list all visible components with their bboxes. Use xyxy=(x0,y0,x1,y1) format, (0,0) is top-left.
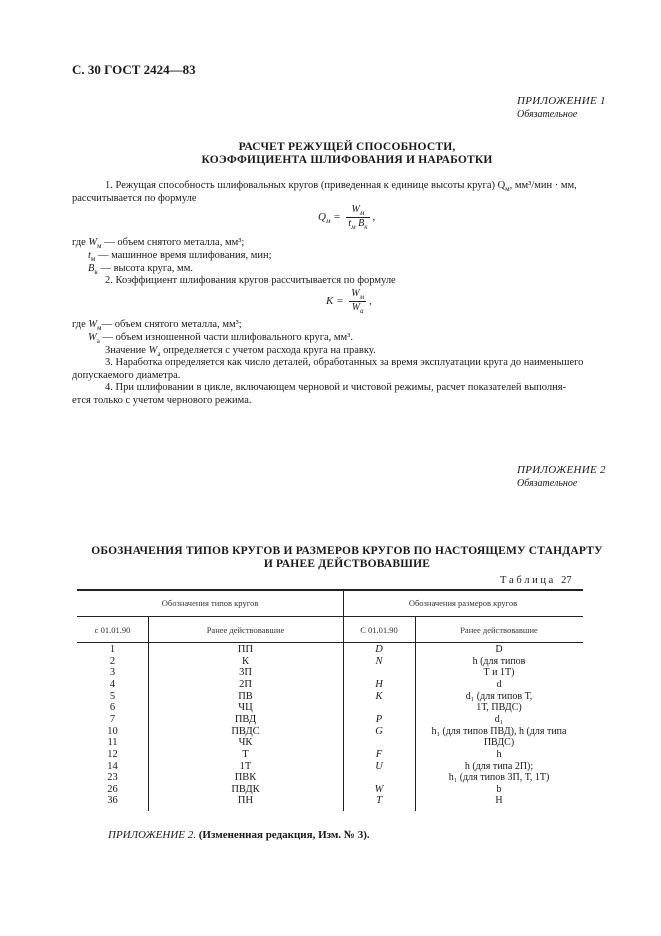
table-row xyxy=(77,702,583,714)
section-1-title xyxy=(72,141,622,167)
appendix-1-label xyxy=(517,95,606,120)
table-row xyxy=(77,761,583,773)
appendix-2-title: ПРИЛОЖЕНИЕ 2 xyxy=(517,464,606,476)
table-cell: F xyxy=(375,748,383,760)
table-cell: h₁ (для типов ПВД), h (для типа xyxy=(431,725,567,737)
table-col-header: Ранее действовавшие xyxy=(206,625,285,635)
where-symbol: t xyxy=(88,250,91,261)
where-text: — высота круга, мм. xyxy=(97,263,193,274)
where-lead: где xyxy=(72,237,89,248)
table-cell: ПВДС xyxy=(231,725,260,737)
appendix-2-label xyxy=(517,464,606,489)
table-cell: ПВДК xyxy=(231,783,260,795)
table-cell: d₁ xyxy=(494,713,504,725)
formula-1-den-2-sub: к xyxy=(364,223,368,231)
table-cell: D xyxy=(495,644,503,655)
table-col-header: с 01.01.90 xyxy=(94,625,131,635)
table-cell: H xyxy=(495,795,503,807)
formula-1-tail: , xyxy=(372,211,376,224)
where-text: — объем изношенной части шлифовального круга, мм³. xyxy=(99,332,353,343)
table-cell xyxy=(343,772,415,784)
table-header-rule xyxy=(77,642,583,643)
table-row xyxy=(77,726,583,738)
formula-1-den-1-sub: м xyxy=(351,223,356,231)
p2b-sub: а xyxy=(157,350,161,359)
section-2-title-line: И РАНЕЕ ДЕЙСТВОВАВШИЕ xyxy=(263,558,431,570)
table-cell: ПН xyxy=(237,795,254,807)
formula-1-den-2: B xyxy=(355,218,365,229)
table-cell: ЧК xyxy=(238,737,253,749)
where-sub: к xyxy=(94,268,98,277)
p2b-text: определяется с учетом расхода круга на правку. xyxy=(160,345,376,356)
table-row xyxy=(77,714,583,726)
table-cell: 14 xyxy=(107,760,118,772)
footer-italic: ПРИЛОЖЕНИЕ 2. xyxy=(108,829,196,841)
table-cell: 12 xyxy=(107,748,118,760)
table-row xyxy=(77,795,583,807)
where-sub: м xyxy=(97,242,102,251)
formula-2-num-sub: м xyxy=(359,293,365,301)
paragraph-1-sub: м xyxy=(505,185,510,194)
where-symbol: W xyxy=(88,237,98,248)
table-row xyxy=(77,644,583,656)
table-cell: 1 xyxy=(109,644,116,655)
table-row xyxy=(77,784,583,796)
table-cell: d₁ (для типов Т, xyxy=(465,690,533,702)
table-row xyxy=(77,749,583,761)
paragraph-4-line1: 4. При шлифовании в цикле, включающем черновой и чистовой режимы, расчет показателей выполня- xyxy=(105,382,567,393)
where-symbol: W xyxy=(88,319,98,330)
section-2-title xyxy=(72,545,622,571)
table-cell: 10 xyxy=(107,725,118,737)
page-header: С. 30 ГОСТ 2424—83 xyxy=(72,62,196,77)
table-cell xyxy=(343,702,415,714)
p2b-symbol: W xyxy=(148,345,158,356)
table-cell: U xyxy=(375,760,383,772)
formula-2-tail: , xyxy=(369,295,372,308)
table-row xyxy=(77,691,583,703)
table-cell: 1Т, ПВДС) xyxy=(476,702,522,714)
paragraph-1-line2: рассчитывается по формуле xyxy=(72,193,197,204)
formula-2-den-sub: а xyxy=(360,307,364,315)
table-cell: h₁ (для типов 3П, Т, 1Т) xyxy=(448,772,550,784)
where-sub: а xyxy=(96,337,100,346)
table-cell xyxy=(343,667,415,679)
table-cell: ПП xyxy=(237,644,254,655)
table-cell: ПВК xyxy=(234,772,257,784)
table-row xyxy=(77,772,583,784)
table-row xyxy=(77,667,583,679)
formula-2-den: W xyxy=(351,302,361,313)
table-cell: 5 xyxy=(109,690,116,702)
formula-2: K = $\frac{W_м}{W_а}$ , xyxy=(326,288,372,315)
section-1-title-line: КОЭФФИЦИЕНТА ШЛИФОВАНИЯ И НАРАБОТКИ xyxy=(201,154,493,166)
formula-2-fraction xyxy=(349,288,366,315)
paragraph-3-line1: 3. Наработка определяется как число деталей, обработанных за время эксплуатации круга до наименьшего xyxy=(105,357,584,368)
table-cell xyxy=(343,737,415,749)
paragraph-2: 2. Коэффициент шлифования кругов рассчитывается по формуле xyxy=(105,275,396,286)
where-sub: м xyxy=(90,255,96,264)
table-cell: b xyxy=(496,783,502,795)
appendix-2-status: Обязательное xyxy=(517,478,578,489)
where-text: — машинное время шлифования, мин; xyxy=(95,250,272,261)
table-cell: 2 xyxy=(109,655,116,667)
table-cell: h xyxy=(496,748,502,760)
table-cell: h (для типов xyxy=(472,655,526,667)
table-cell: K xyxy=(375,690,383,702)
table-cell: Т и 1Т) xyxy=(483,667,515,679)
footer-bold: (Измененная редакция, Изм. № 3). xyxy=(195,829,370,841)
table-cell: ЧЦ xyxy=(238,702,253,714)
table-cell: W xyxy=(374,783,384,795)
table-cell: ПВ xyxy=(238,690,253,702)
formula-1-lhs: Q xyxy=(318,211,326,224)
paragraph-1-text: 1. Режущая способность шлифовальных кругов (приведенная к единице высоты круга) Q xyxy=(105,180,506,191)
table-cell: 26 xyxy=(107,783,118,795)
table-cell: 3П xyxy=(239,667,252,679)
table-cell: d xyxy=(496,678,502,690)
formula-2-lhs: K xyxy=(326,295,334,308)
table-cell: T xyxy=(376,795,382,807)
table-cell: G xyxy=(375,725,383,737)
paragraph-4-line2: ется только с учетом чернового режима. xyxy=(72,395,252,406)
table-col-header: Ранее действовавшие xyxy=(460,625,538,635)
table-cell: 1Т xyxy=(239,760,252,772)
table-cell: ПВД xyxy=(234,713,257,725)
p2b-pre: Значение xyxy=(105,345,149,356)
where-sub: м xyxy=(97,324,102,333)
where-lead: где xyxy=(72,319,89,330)
table-label: Т а б л и ц а 27 xyxy=(500,575,572,586)
table-cell: 7 xyxy=(109,713,116,725)
table-group-header-sizes: Обозначения размеров кругов xyxy=(408,598,518,608)
table-cell: 2П xyxy=(239,678,252,690)
section-1-title-line: РАСЧЕТ РЕЖУЩЕЙ СПОСОБНОСТИ, xyxy=(238,141,456,153)
formula-1-num-sub: м xyxy=(359,209,365,217)
formula-1-num: W xyxy=(351,204,360,215)
paragraph-1-tail: , мм³/мин · мм, xyxy=(509,180,577,191)
table-cell: P xyxy=(375,713,383,725)
table-cell: h (для типа 2П); xyxy=(464,760,534,772)
appendix-1-title: ПРИЛОЖЕНИЕ 1 xyxy=(517,95,606,107)
where-text: — объем снятого металла, мм³; xyxy=(101,237,245,248)
where-symbol: W xyxy=(88,332,97,343)
where-text: — объем снятого металла, мм³; xyxy=(101,319,242,330)
footer-note xyxy=(108,829,370,841)
table-mid-rule xyxy=(77,616,583,617)
table-row xyxy=(77,679,583,691)
table-col-header: С 01.01.90 xyxy=(360,625,398,635)
table-cell: К xyxy=(241,655,249,667)
table-cell: 23 xyxy=(107,772,118,784)
table-cell: 4 xyxy=(109,678,116,690)
table-cell: 6 xyxy=(109,702,116,714)
table-cell: H xyxy=(375,678,383,690)
where-symbol: B xyxy=(88,263,95,274)
table-cell: ПВДС) xyxy=(483,737,515,749)
table-cell: D xyxy=(375,644,383,655)
section-2-title-line: ОБОЗНАЧЕНИЯ ТИПОВ КРУГОВ И РАЗМЕРОВ КРУГОВ ПО НАСТОЯЩЕМУ СТАНДАРТУ xyxy=(91,545,603,557)
formula-2-num: W xyxy=(351,288,360,299)
formula-1-den-1: t xyxy=(348,218,352,229)
table-top-rule xyxy=(77,589,583,591)
table-cell: 36 xyxy=(107,795,118,807)
table-group-header-types: Обозначения типов кругов xyxy=(161,598,259,608)
paragraph-3-line2: допускаемого диаметра. xyxy=(72,370,181,381)
table-cell: Т xyxy=(242,748,249,760)
formula-1: $Q_м$ = $\frac{W_м}{t_м B_к}$ , xyxy=(318,204,376,231)
appendix-1-status: Обязательное xyxy=(517,109,578,120)
table-row xyxy=(77,656,583,668)
formula-1-fraction xyxy=(346,204,369,231)
table-cell: 3 xyxy=(109,667,116,679)
table-cell: N xyxy=(375,655,383,667)
table-row xyxy=(77,737,583,749)
formula-1-lhs-sub: м xyxy=(325,217,331,226)
table-cell: 11 xyxy=(107,737,118,749)
